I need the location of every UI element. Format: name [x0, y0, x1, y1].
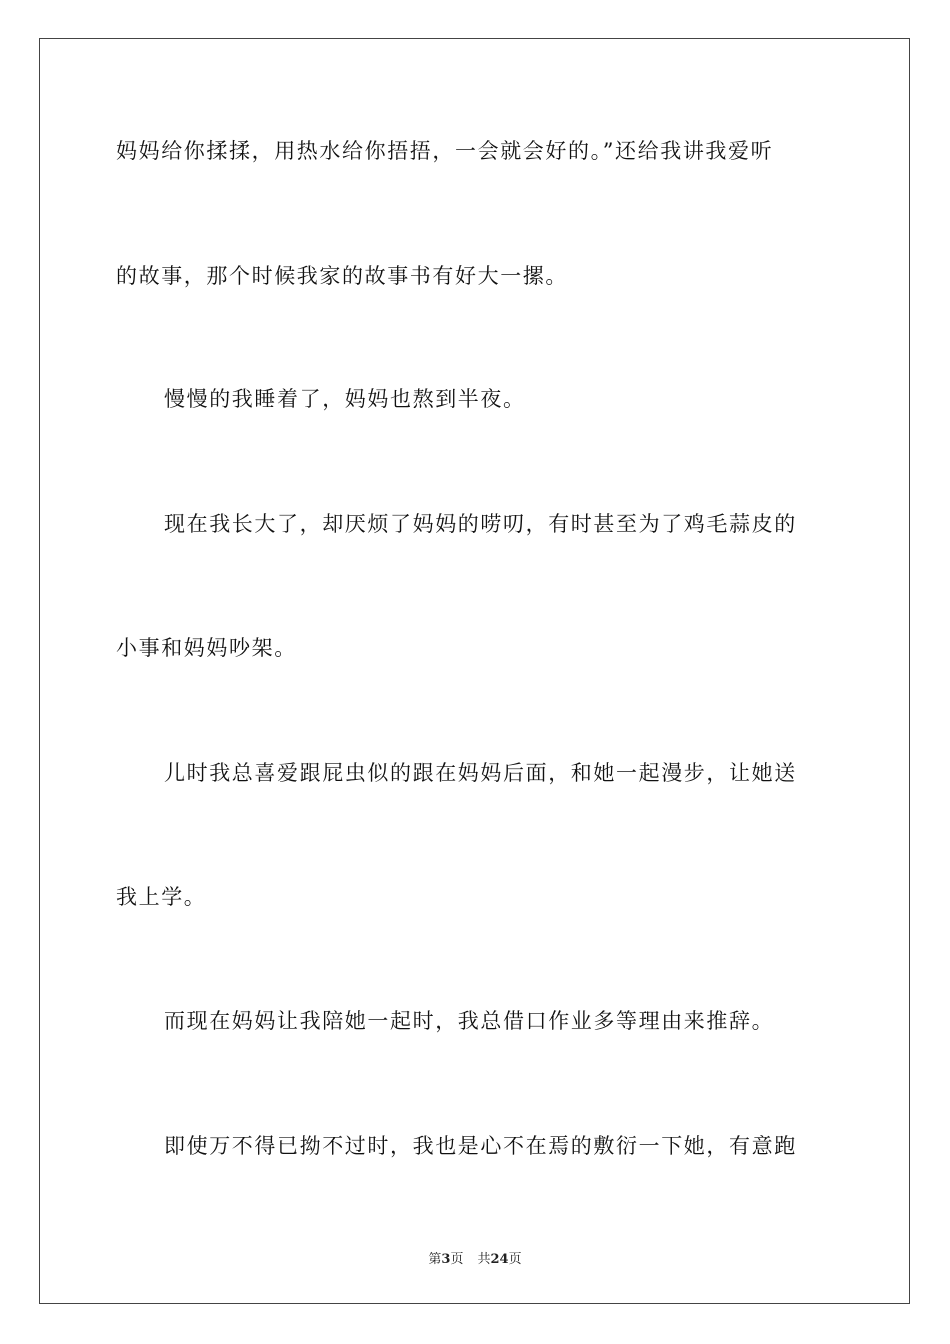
total-pages: 24 — [490, 1252, 509, 1267]
paragraph-line-9: 即使万不得已拗不过时，我也是心不在焉的敷衍一下她，有意跑 — [164, 1134, 797, 1158]
page-suffix: 页 — [450, 1252, 464, 1267]
paragraph-line-3: 慢慢的我睡着了，妈妈也熬到半夜。 — [164, 387, 526, 411]
paragraph-line-2: 的故事，那个时候我家的故事书有好大一摞。 — [116, 264, 568, 288]
total-suffix: 页 — [508, 1252, 522, 1267]
page-number: 3 — [441, 1252, 451, 1267]
total-prefix: 共 — [477, 1252, 491, 1267]
paragraph-line-1: 妈妈给你揉揉，用热水给你捂捂，一会就会好的。”还给我讲我爱听 — [116, 139, 774, 163]
paragraph-line-7: 我上学。 — [116, 885, 207, 909]
paragraph-line-6: 儿时我总喜爱跟屁虫似的跟在妈妈后面，和她一起漫步，让她送 — [164, 761, 797, 785]
page-footer — [0, 1248, 950, 1267]
paragraph-line-8: 而现在妈妈让我陪她一起时，我总借口作业多等理由来推辞。 — [164, 1009, 775, 1033]
page-prefix: 第 — [428, 1252, 442, 1267]
paragraph-line-4: 现在我长大了，却厌烦了妈妈的唠叨，有时甚至为了鸡毛蒜皮的 — [164, 512, 797, 536]
page-border — [39, 38, 910, 1304]
paragraph-line-5: 小事和妈妈吵架。 — [116, 636, 297, 660]
